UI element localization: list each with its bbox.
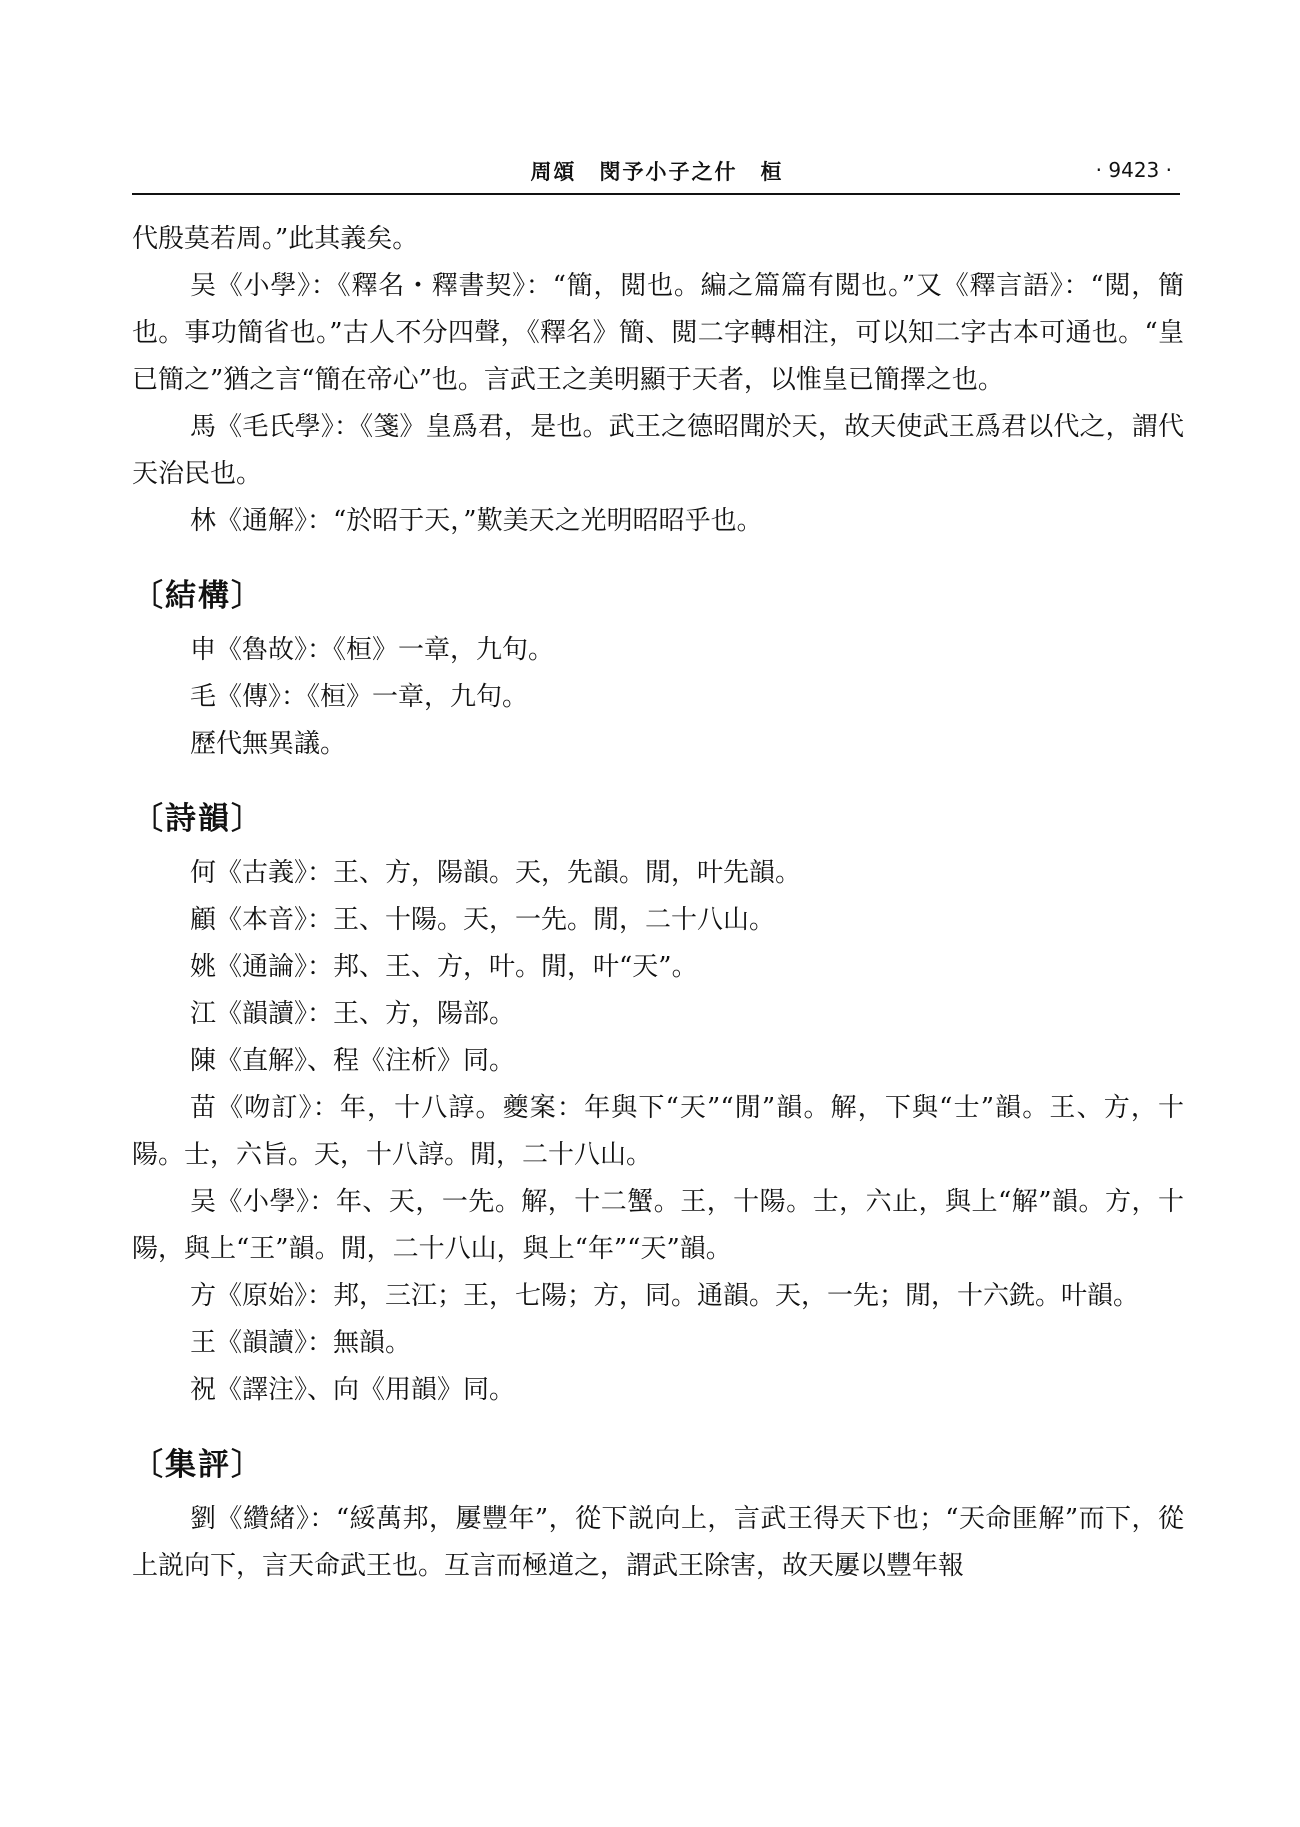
paragraph-ma-maoshixue: 馬《毛氏學》：《箋》皇爲君，是也。武王之德昭聞於天，故天使武王爲君以代之，謂代天治民也。 xyxy=(132,412,1184,489)
rhyme-line: 王《韻讀》：無韻。 xyxy=(190,1328,412,1358)
running-title: 周頌 閔予小子之什 桓 xyxy=(530,159,784,184)
section-title-commentary: 〔集評〕 xyxy=(132,1447,264,1483)
paragraph-miao-wending: 苗《吻訂》：年，十八諄。夔案：年與下“天”“閒”韻。解，下與“士”韻。王、方，十陽。士，六旨。天，十八諄。閒，二十八山。 xyxy=(132,1093,1184,1170)
rhyme-line: 姚《通論》：邦、王、方，叶。閒，叶“天”。 xyxy=(190,952,698,982)
section-title-rhyme: 〔詩韻〕 xyxy=(132,801,264,837)
page-body xyxy=(132,216,1184,1590)
rhyme-line: 祝《譯注》、向《用韻》同。 xyxy=(190,1375,516,1405)
paragraph-lin-tongjie: 林《通解》：“於昭于天，”歎美天之光明昭昭乎也。 xyxy=(190,506,763,536)
structure-line: 歷代無異議。 xyxy=(190,729,347,759)
running-head xyxy=(132,152,1182,192)
structure-line: 毛《傳》：《桓》一章，九句。 xyxy=(190,682,529,712)
rhyme-line: 陳《直解》、程《注析》同。 xyxy=(190,1046,516,1076)
paragraph-continuation: 代殷莫若周。”此其義矣。 xyxy=(132,224,419,254)
header-rule xyxy=(132,193,1180,195)
page-number: · 9423 · xyxy=(1095,158,1172,182)
rhyme-line: 何《古義》：王、方，陽韻。天，先韻。閒，叶先韻。 xyxy=(190,858,802,888)
rhyme-line: 顧《本音》：王、十陽。天，一先。閒，二十八山。 xyxy=(190,905,776,935)
paragraph-fang-yuanshi: 方《原始》：邦，三江；王，七陽；方，同。通韻。天，一先；閒，十六銑。叶韻。 xyxy=(190,1281,1140,1311)
structure-line: 申《魯故》：《桓》一章，九句。 xyxy=(190,635,555,665)
paragraph-wu-xiaoxue-rhyme: 吴《小學》：年、天，一先。解，十二蟹。王，十陽。士，六止，與上“解”韻。方，十陽，與上“王”韻。閒，二十八山，與上“年”“天”韻。 xyxy=(132,1187,1184,1264)
rhyme-line: 江《韻讀》：王、方，陽部。 xyxy=(190,999,516,1029)
paragraph-wu-xiaoxue: 吴《小學》：《釋名・釋書契》：“簡，閲也。編之篇篇有閲也。”又《釋言語》：“閲，簡也。事功簡省也。”古人不分四聲，《釋名》簡、閲二字轉相注，可以知二字古本可通也。“皇已簡之”猶之言“簡在帝心”也。言武王之美明顯于天者，以惟皇已簡擇之也。 xyxy=(132,271,1184,395)
section-title-structure: 〔結構〕 xyxy=(132,578,264,614)
paragraph-liu-zuanxu: 劉《纘緒》：“綏萬邦，屢豐年”，從下説向上，言武王得天下也；“天命匪解”而下，從上説向下，言天命武王也。互言而極道之，謂武王除害，故天屢以豐年報 xyxy=(132,1504,1184,1581)
